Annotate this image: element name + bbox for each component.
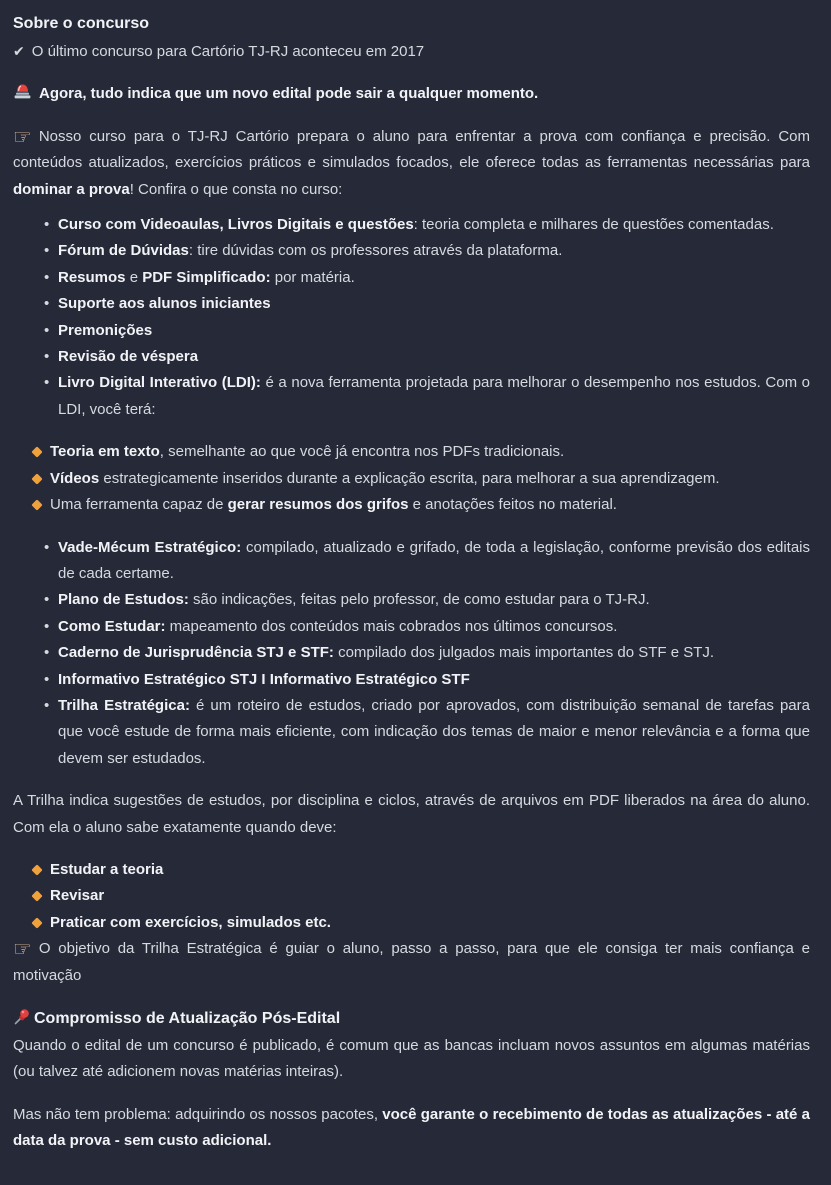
- dot-bullet-icon: •: [44, 696, 50, 714]
- siren-icon: [13, 83, 32, 100]
- text-segment: , semelhante ao que você já encontra nos PDFs tradicionais.: [159, 443, 565, 461]
- list-item: [44, 344, 810, 370]
- check-icon: ✔: [13, 43, 25, 59]
- text-segment: você garante o recebimento de todas as atualizações - até a data da prova - sem custo adicional.: [13, 1105, 810, 1150]
- diamond-bullet-icon: [31, 473, 42, 484]
- trilha-steps-list: [13, 857, 810, 936]
- list-item: [44, 318, 810, 344]
- text-segment: dominar a prova: [13, 180, 130, 198]
- text-segment: PDF Simplificado:: [142, 268, 271, 286]
- text-segment: Livro Digital Interativo (LDI):: [58, 374, 261, 392]
- text-segment: e anotações feitos no material.: [408, 496, 617, 514]
- text-segment: Revisão de véspera: [58, 348, 199, 366]
- trilha-goal: [13, 936, 810, 989]
- dot-bullet-icon: •: [44, 268, 50, 286]
- text-segment: compilado dos julgados mais importantes do STF e STJ.: [333, 644, 715, 662]
- text-segment: são indicações, feitas pelo professor, de como estudar para o TJ-RJ.: [188, 591, 650, 609]
- alert-line: [13, 81, 810, 107]
- text-segment: Plano de Estudos:: [58, 591, 189, 609]
- list-item: [44, 291, 810, 317]
- diamond-bullet-icon: [31, 891, 42, 902]
- dot-bullet-icon: •: [44, 216, 50, 234]
- text-segment: A Trilha indica sugestões de estudos, por disciplina e ciclos, através de arquivos em PDF liberados na área do aluno. Com ela o aluno sabe exatamente quando deve:: [13, 792, 810, 836]
- text-segment: Praticar com exercícios, simulados etc.: [50, 913, 331, 931]
- text-segment: : teoria completa e milhares de questões comentadas.: [413, 216, 774, 234]
- text-segment: mapeamento dos conteúdos mais cobrados nos últimos concursos.: [165, 617, 618, 635]
- course-intro: [13, 124, 810, 203]
- list-item: [44, 265, 810, 291]
- text-segment: Como Estudar:: [58, 617, 166, 635]
- diamond-bullet-icon: [31, 447, 42, 458]
- text-segment: Fórum de Dúvidas: [58, 242, 189, 260]
- list-item: [44, 212, 810, 238]
- dot-bullet-icon: •: [44, 617, 50, 635]
- dot-bullet-icon: •: [44, 374, 50, 392]
- ldi-features-list: [13, 439, 810, 518]
- list-item: [32, 857, 810, 883]
- point-right-icon: ☞: [13, 938, 32, 962]
- text-segment: Trilha Estratégica:: [58, 696, 190, 714]
- dot-bullet-icon: •: [44, 321, 50, 339]
- dot-bullet-icon: •: [44, 348, 50, 366]
- text-segment: Curso com Videoaulas, Livros Digitais e questões: [58, 216, 414, 234]
- text-segment: Premonições: [58, 321, 153, 339]
- list-item: [44, 238, 810, 264]
- list-item: [44, 640, 810, 666]
- list-item: [44, 535, 810, 588]
- update-guarantee: [13, 1102, 810, 1155]
- edital-explanation: [13, 1033, 810, 1086]
- text-segment: Mas não tem problema: adquirindo os nossos pacotes,: [13, 1105, 383, 1123]
- text-segment: Informativo Estratégico STJ I Informativo Estratégico STF: [58, 670, 470, 688]
- text-segment: Nosso curso para o TJ-RJ Cartório prepara o aluno para enfrentar a prova com confiança e precisão. Com conteúdos atualizados, exercícios práticos e simulados focados, ele oferece todas as ferramentas necessárias para: [13, 127, 810, 172]
- text-segment: Teoria em texto: [50, 443, 160, 461]
- text-segment: Sobre o concurso: [13, 15, 150, 32]
- diamond-bullet-icon: [31, 864, 42, 875]
- text-segment: é a nova ferramenta projetada para melhorar o desempenho nos estudos. Com o LDI, você terá:: [58, 374, 810, 418]
- text-segment: ! Confira o que consta no curso:: [129, 180, 343, 198]
- text-segment: Compromisso de Atualização Pós-Edital: [34, 1010, 341, 1027]
- text-segment: compilado, atualizado e grifado, de toda a legislação, conforme previsão dos editais de cada certame.: [58, 538, 810, 582]
- course-features-list: [13, 212, 810, 423]
- list-item: [44, 693, 810, 772]
- point-right-icon: ☞: [13, 125, 32, 149]
- text-segment: Vade-Mécum Estratégico:: [58, 538, 242, 556]
- dot-bullet-icon: •: [44, 295, 50, 313]
- list-item: [32, 492, 810, 518]
- dot-bullet-icon: •: [44, 644, 50, 662]
- diamond-bullet-icon: [31, 917, 42, 928]
- list-item: [32, 883, 810, 909]
- text-segment: Uma ferramenta capaz de: [50, 496, 228, 514]
- text-segment: Estudar a teoria: [50, 860, 164, 878]
- text-segment: Suporte aos alunos iniciantes: [58, 295, 271, 313]
- text-segment: : tire dúvidas com os professores através da plataforma.: [188, 242, 563, 260]
- dot-bullet-icon: •: [44, 538, 50, 556]
- dot-bullet-icon: •: [44, 670, 50, 688]
- dot-bullet-icon: •: [44, 591, 50, 609]
- pushpin-icon: [13, 1008, 31, 1026]
- section-title: [13, 10, 810, 38]
- text-segment: Revisar: [50, 887, 105, 905]
- text-segment: O objetivo da Trilha Estratégica é guiar o aluno, passo a passo, para que ele consiga ter mais confiança e motivação: [13, 940, 810, 984]
- list-item: [44, 667, 810, 693]
- text-segment: Agora, tudo indica que um novo edital pode sair a qualquer momento.: [39, 85, 539, 103]
- text-segment: por matéria.: [270, 268, 355, 286]
- text-segment: Vídeos: [50, 469, 100, 487]
- diamond-bullet-icon: [31, 499, 42, 510]
- list-item: [44, 370, 810, 423]
- list-item: [44, 614, 810, 640]
- text-segment: O último concurso para Cartório TJ-RJ aconteceu em 2017: [31, 43, 425, 60]
- text-segment: estrategicamente inseridos durante a explicação escrita, para melhorar a sua aprendizagem.: [99, 469, 720, 487]
- text-segment: Quando o edital de um concurso é publicado, é comum que as bancas incluam novos assuntos em algumas matérias (ou talvez até adicionem novas matérias inteiras).: [13, 1037, 810, 1081]
- text-segment: é um roteiro de estudos, criado por aprovados, com distribuição semanal de tarefas para que você estude de forma mais eficiente, com indicação dos temas de maior e menor relevância e a forma que devem ser estudados.: [58, 696, 810, 767]
- dot-bullet-icon: •: [44, 242, 50, 260]
- list-item: [32, 439, 810, 465]
- update-commitment-title: [13, 1005, 810, 1033]
- text-segment: Resumos: [58, 268, 126, 286]
- list-item: [32, 466, 810, 492]
- text-segment: Caderno de Jurisprudência STJ e STF:: [58, 644, 334, 662]
- list-item: [44, 587, 810, 613]
- trilha-description: [13, 788, 810, 841]
- last-exam-line: [13, 38, 810, 65]
- materials-list: [13, 535, 810, 773]
- text-segment: e: [125, 268, 143, 286]
- list-item: [32, 910, 810, 936]
- text-segment: gerar resumos dos grifos: [227, 496, 409, 514]
